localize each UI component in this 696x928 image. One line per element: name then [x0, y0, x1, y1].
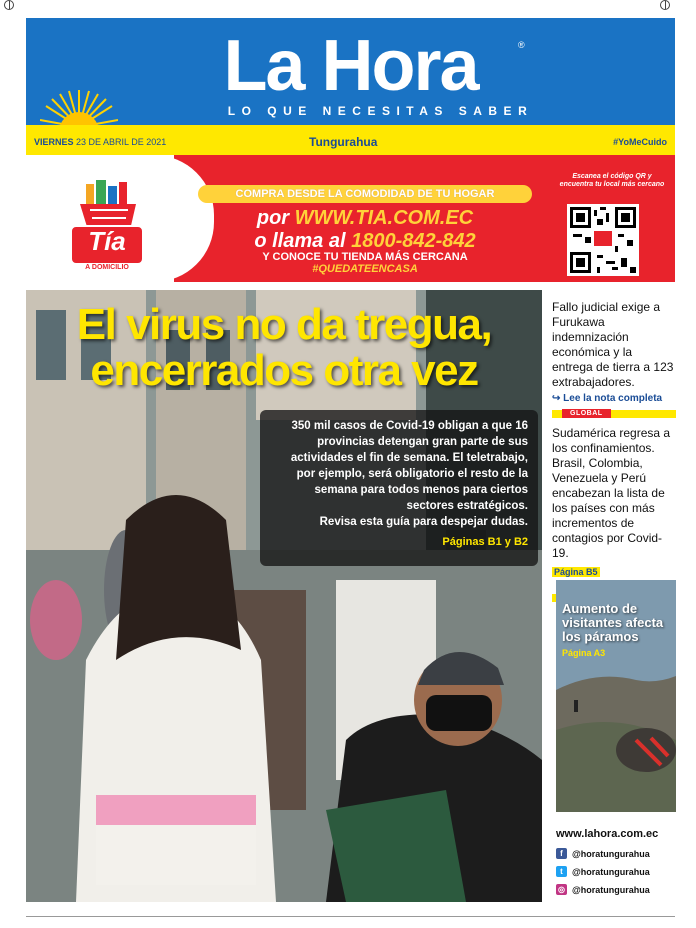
- edition-date: VIERNES 23 DE ABRIL DE 2021: [34, 137, 167, 147]
- tia-advertisement[interactable]: [26, 155, 675, 282]
- facebook-icon: f: [556, 848, 567, 859]
- edition-city: Tungurahua: [309, 135, 378, 149]
- tia-logo: Tía: [70, 225, 144, 265]
- lead-summary-cta: Revisa esta guía para despejar dudas.: [319, 516, 528, 528]
- arrow-icon: ↪: [552, 393, 561, 404]
- right-column: [552, 300, 676, 602]
- social-links: [556, 828, 676, 902]
- lead-summary-box: [260, 410, 538, 566]
- read-more-link[interactable]: ↪ Lee la nota completa: [552, 393, 663, 404]
- facebook-link[interactable]: f @horatungurahua: [556, 848, 676, 859]
- ad-phone-line: o llama al 1800-842-842: [254, 230, 476, 252]
- ad-phone[interactable]: 1800-842-842: [351, 230, 476, 252]
- lead-photo[interactable]: [26, 290, 542, 902]
- qr-code[interactable]: [567, 204, 639, 276]
- tagline: LO QUE NECESITAS SABER: [227, 104, 534, 118]
- ad-pill: COMPRA DESDE LA COMODIDAD DE TU HOGAR: [198, 185, 532, 203]
- instagram-icon: ◎: [556, 884, 567, 895]
- lead-headline[interactable]: El virus no da tregua, encerrados otra vez: [76, 300, 492, 395]
- registered-mark: ®: [518, 40, 525, 50]
- lead-page-ref[interactable]: Páginas B1 y B2: [442, 536, 528, 548]
- twitter-icon: t: [556, 866, 567, 877]
- brief-sudamerica-page[interactable]: Página B5: [554, 567, 598, 577]
- twitter-link[interactable]: t @horatungurahua: [556, 866, 676, 877]
- website-link[interactable]: www.lahora.com.ec: [556, 828, 659, 840]
- ad-store-line: Y CONOCE TU TIENDA MÁS CERCANA: [262, 251, 468, 263]
- ad-hashtag: #QUEDATEENCASA: [312, 263, 418, 275]
- ad-website-line: por WWW.TIA.COM.EC: [256, 207, 474, 229]
- tia-delivery-label: A DOMICILIO: [85, 264, 129, 271]
- registration-mark-right: [660, 0, 670, 10]
- masthead: [26, 18, 675, 125]
- qr-note: Escanea el código QR y encuentra tu local más cercano: [559, 173, 665, 188]
- brief-furukawa[interactable]: Fallo judicial exige a Furukawa indemnización económica y la entrega de tierra a 123 extrabajadores.: [552, 300, 674, 389]
- global-section-tag: GLOBAL: [562, 409, 611, 418]
- registration-mark-left: [4, 0, 14, 10]
- date-bar: [26, 125, 675, 155]
- bottom-rule: [26, 916, 675, 917]
- ciudad-story[interactable]: [556, 580, 676, 812]
- lead-summary: 350 mil casos de Covid-19 obligan a que 16 provincias detengan gran parte de sus actividades el fin de semana. El teletrabajo, por ejemplo, será obligatorio el resto de la semana para todos menos para ciertos sectores estratégicos.: [290, 420, 528, 512]
- logo[interactable]: La Hora: [223, 26, 478, 106]
- ciudad-headline: Aumento de visitantes afecta los páramos: [562, 601, 664, 644]
- global-section-rule: [552, 410, 676, 418]
- brief-sudamerica[interactable]: Sudamérica regresa a los confinamientos. Brasil, Colombia, Venezuela y Perú encabezan la lista de los países con más incrementos de contagios por Covid-19.: [552, 426, 671, 560]
- ad-website[interactable]: WWW.TIA.COM.EC: [294, 207, 474, 229]
- ciudad-page-ref: Página A3: [562, 648, 606, 658]
- instagram-link[interactable]: ◎ @horatungurahua: [558, 884, 650, 895]
- hashtag[interactable]: #YoMeCuido: [613, 137, 667, 147]
